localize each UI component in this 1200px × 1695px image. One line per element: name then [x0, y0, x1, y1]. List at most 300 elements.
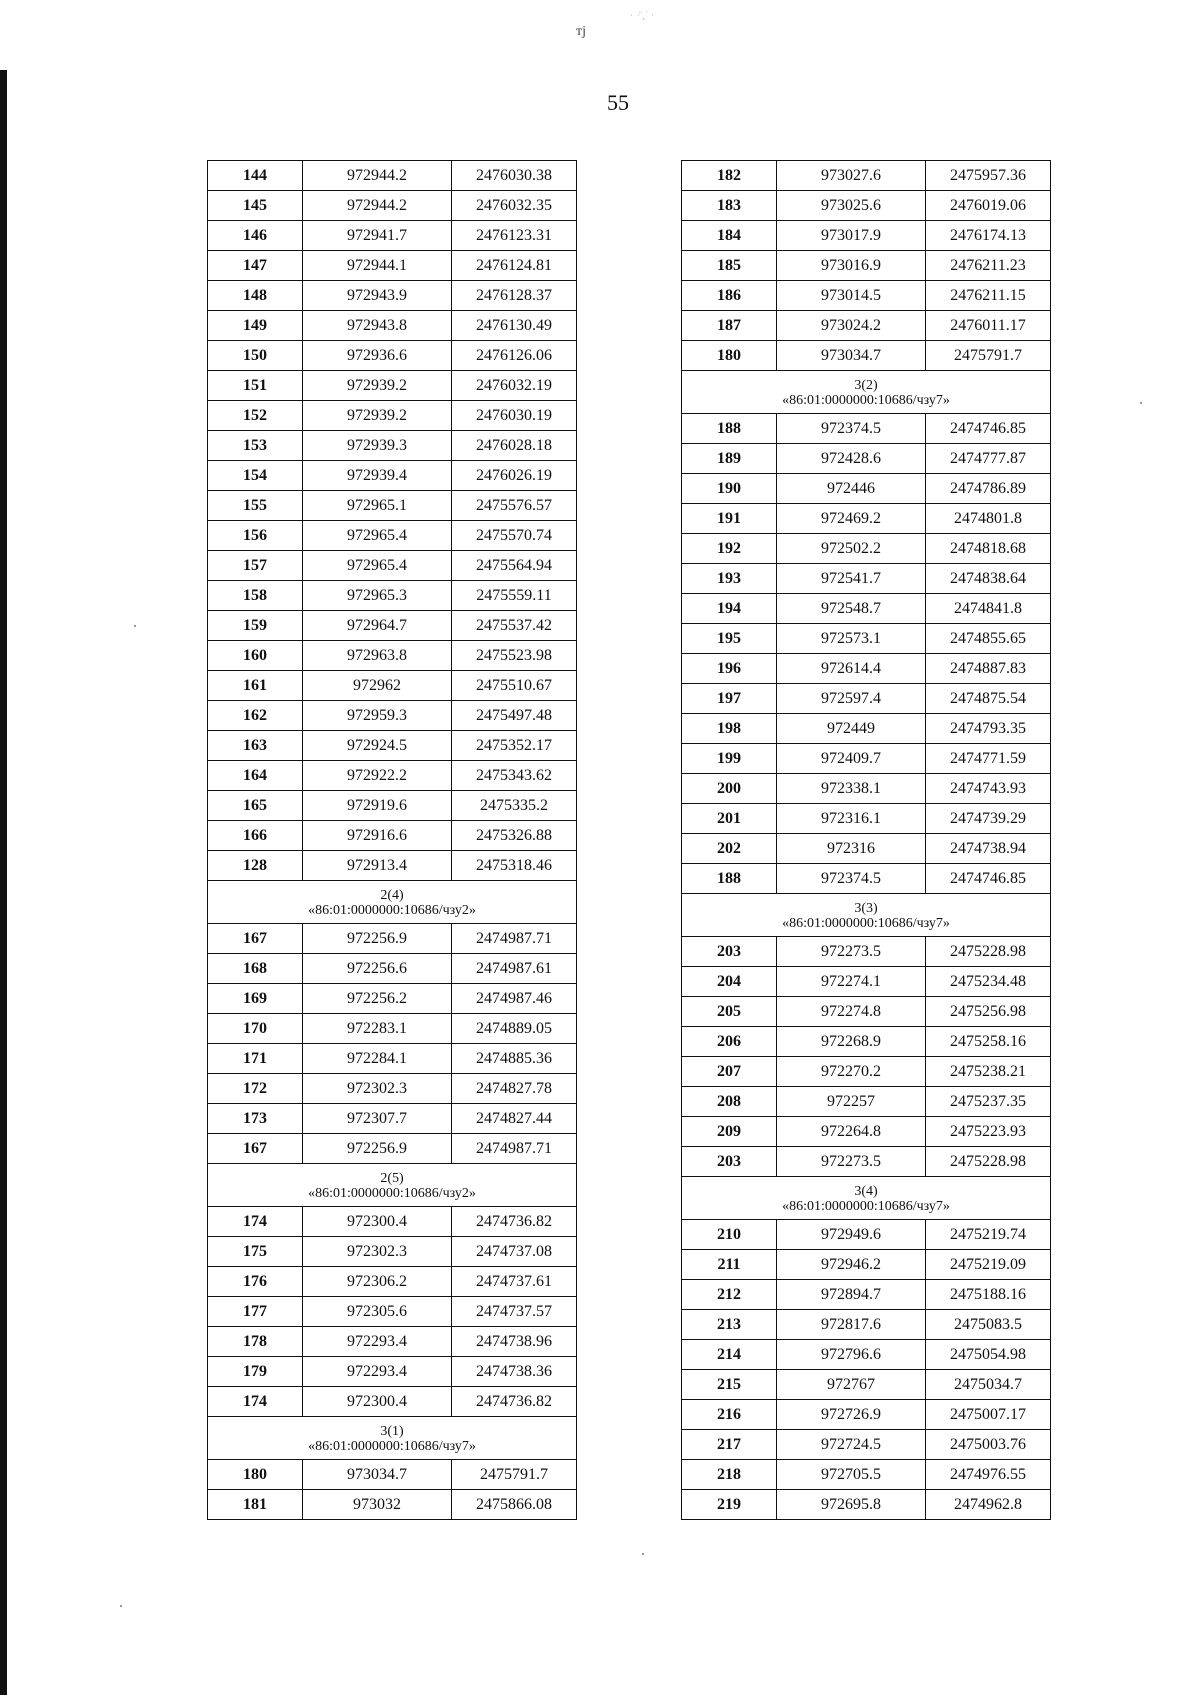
- point-number: 176: [208, 1267, 303, 1297]
- point-number: 211: [682, 1250, 777, 1280]
- point-number: 152: [208, 401, 303, 431]
- x-coordinate: 973016.9: [777, 251, 926, 281]
- y-coordinate: 2474746.85: [926, 864, 1051, 894]
- y-coordinate: 2476130.49: [452, 311, 577, 341]
- y-coordinate: 2475318.46: [452, 851, 577, 881]
- y-coordinate: 2476174.13: [926, 221, 1051, 251]
- x-coordinate: 972943.8: [303, 311, 452, 341]
- x-coordinate: 972338.1: [777, 774, 926, 804]
- point-number: 147: [208, 251, 303, 281]
- x-coordinate: 972502.2: [777, 534, 926, 564]
- y-coordinate: 2476011.17: [926, 311, 1051, 341]
- table-row: [682, 444, 1051, 474]
- table-row: [682, 1087, 1051, 1117]
- y-coordinate: 2476124.81: [452, 251, 577, 281]
- point-number: 164: [208, 761, 303, 791]
- section-header-row: [682, 371, 1051, 414]
- point-number: 170: [208, 1014, 303, 1044]
- point-number: 159: [208, 611, 303, 641]
- table-row: [208, 1237, 577, 1267]
- section-code: «86:01:0000000:10686/чзу7»: [308, 1439, 476, 1454]
- y-coordinate: 2474737.57: [452, 1297, 577, 1327]
- table-row: [682, 281, 1051, 311]
- table-row: [208, 491, 577, 521]
- point-number: 182: [682, 161, 777, 191]
- y-coordinate: 2475223.93: [926, 1117, 1051, 1147]
- y-coordinate: 2476030.38: [452, 161, 577, 191]
- x-coordinate: 972597.4: [777, 684, 926, 714]
- table-row: [682, 414, 1051, 444]
- table-row: [208, 611, 577, 641]
- x-coordinate: 972374.5: [777, 414, 926, 444]
- table-row: [208, 161, 577, 191]
- y-coordinate: 2476032.19: [452, 371, 577, 401]
- x-coordinate: 972767: [777, 1370, 926, 1400]
- point-number: 153: [208, 431, 303, 461]
- point-number: 151: [208, 371, 303, 401]
- point-number: 177: [208, 1297, 303, 1327]
- y-coordinate: 2474793.35: [926, 714, 1051, 744]
- y-coordinate: 2475228.98: [926, 937, 1051, 967]
- x-coordinate: 972573.1: [777, 624, 926, 654]
- point-number: 149: [208, 311, 303, 341]
- point-number: 183: [682, 191, 777, 221]
- point-number: 189: [682, 444, 777, 474]
- y-coordinate: 2475576.57: [452, 491, 577, 521]
- table-row: [682, 997, 1051, 1027]
- point-number: 203: [682, 1147, 777, 1177]
- table-row: [208, 1267, 577, 1297]
- table-row: [682, 504, 1051, 534]
- point-number: 165: [208, 791, 303, 821]
- x-coordinate: 972302.3: [303, 1074, 452, 1104]
- x-coordinate: 972963.8: [303, 641, 452, 671]
- y-coordinate: 2475237.35: [926, 1087, 1051, 1117]
- table-row: [208, 984, 577, 1014]
- table-row: [208, 1044, 577, 1074]
- x-coordinate: 972817.6: [777, 1310, 926, 1340]
- y-coordinate: 2475352.17: [452, 731, 577, 761]
- scan-speck: [120, 1605, 122, 1607]
- y-coordinate: 2474739.29: [926, 804, 1051, 834]
- table-row: [208, 1387, 577, 1417]
- x-coordinate: 972965.4: [303, 551, 452, 581]
- table-row: [208, 251, 577, 281]
- y-coordinate: 2476126.06: [452, 341, 577, 371]
- x-coordinate: 972305.6: [303, 1297, 452, 1327]
- y-coordinate: 2474738.96: [452, 1327, 577, 1357]
- table-row: [682, 1057, 1051, 1087]
- y-coordinate: 2475188.16: [926, 1280, 1051, 1310]
- point-number: 204: [682, 967, 777, 997]
- x-coordinate: 972946.2: [777, 1250, 926, 1280]
- table-row: [208, 1327, 577, 1357]
- table-row: [682, 341, 1051, 371]
- y-coordinate: 2474987.71: [452, 924, 577, 954]
- x-coordinate: 972293.4: [303, 1327, 452, 1357]
- x-coordinate: 972446: [777, 474, 926, 504]
- table-row: [208, 641, 577, 671]
- y-coordinate: 2474737.08: [452, 1237, 577, 1267]
- table-row: [208, 281, 577, 311]
- y-coordinate: 2475007.17: [926, 1400, 1051, 1430]
- table-row: [208, 1104, 577, 1134]
- table-row: [208, 1014, 577, 1044]
- x-coordinate: 973025.6: [777, 191, 926, 221]
- point-number: 148: [208, 281, 303, 311]
- x-coordinate: 972939.3: [303, 431, 452, 461]
- point-number: 219: [682, 1490, 777, 1520]
- y-coordinate: 2474889.05: [452, 1014, 577, 1044]
- y-coordinate: 2475343.62: [452, 761, 577, 791]
- x-coordinate: 972302.3: [303, 1237, 452, 1267]
- point-number: 166: [208, 821, 303, 851]
- point-number: 199: [682, 744, 777, 774]
- section-header: [208, 881, 577, 924]
- y-coordinate: 2474885.36: [452, 1044, 577, 1074]
- section-code: «86:01:0000000:10686/чзу2»: [308, 1186, 476, 1201]
- x-coordinate: 972316: [777, 834, 926, 864]
- x-coordinate: 972705.5: [777, 1460, 926, 1490]
- y-coordinate: 2474887.83: [926, 654, 1051, 684]
- section-header-row: [208, 1417, 577, 1460]
- x-coordinate: 972283.1: [303, 1014, 452, 1044]
- point-number: 188: [682, 414, 777, 444]
- table-row: [682, 684, 1051, 714]
- y-coordinate: 2476019.06: [926, 191, 1051, 221]
- x-coordinate: 973024.2: [777, 311, 926, 341]
- y-coordinate: 2474746.85: [926, 414, 1051, 444]
- y-coordinate: 2474737.61: [452, 1267, 577, 1297]
- x-coordinate: 972936.6: [303, 341, 452, 371]
- point-number: 168: [208, 954, 303, 984]
- section-header-row: [208, 1164, 577, 1207]
- scan-speck: [642, 1553, 644, 1555]
- point-number: 194: [682, 594, 777, 624]
- y-coordinate: 2475791.7: [926, 341, 1051, 371]
- x-coordinate: 972913.4: [303, 851, 452, 881]
- x-coordinate: 972256.2: [303, 984, 452, 1014]
- x-coordinate: 973017.9: [777, 221, 926, 251]
- y-coordinate: 2475564.94: [452, 551, 577, 581]
- x-coordinate: 973034.7: [777, 341, 926, 371]
- y-coordinate: 2475258.16: [926, 1027, 1051, 1057]
- point-number: 197: [682, 684, 777, 714]
- x-coordinate: 972724.5: [777, 1430, 926, 1460]
- point-number: 192: [682, 534, 777, 564]
- section-title: 3(4): [854, 1184, 878, 1199]
- table-row: [208, 311, 577, 341]
- table-row: [208, 954, 577, 984]
- point-number: 213: [682, 1310, 777, 1340]
- point-number: 157: [208, 551, 303, 581]
- point-number: 212: [682, 1280, 777, 1310]
- point-number: 167: [208, 924, 303, 954]
- point-number: 173: [208, 1104, 303, 1134]
- table-row: [208, 671, 577, 701]
- y-coordinate: 2475256.98: [926, 997, 1051, 1027]
- x-coordinate: 972548.7: [777, 594, 926, 624]
- table-row: [682, 191, 1051, 221]
- y-coordinate: 2474771.59: [926, 744, 1051, 774]
- y-coordinate: 2474738.94: [926, 834, 1051, 864]
- x-coordinate: 972939.2: [303, 371, 452, 401]
- table-row: [682, 774, 1051, 804]
- coordinates-table-left: [207, 160, 577, 1520]
- section-header-row: [208, 881, 577, 924]
- point-number: 158: [208, 581, 303, 611]
- section-code: «86:01:0000000:10686/чзу7»: [782, 1199, 950, 1214]
- point-number: 202: [682, 834, 777, 864]
- y-coordinate: 2474987.61: [452, 954, 577, 984]
- section-title: 3(1): [380, 1424, 404, 1439]
- x-coordinate: 972256.9: [303, 924, 452, 954]
- y-coordinate: 2476030.19: [452, 401, 577, 431]
- x-coordinate: 972449: [777, 714, 926, 744]
- x-coordinate: 972270.2: [777, 1057, 926, 1087]
- table-row: [208, 521, 577, 551]
- x-coordinate: 972273.5: [777, 937, 926, 967]
- x-coordinate: 972469.2: [777, 504, 926, 534]
- y-coordinate: 2474841.8: [926, 594, 1051, 624]
- y-coordinate: 2474875.54: [926, 684, 1051, 714]
- table-row: [682, 1147, 1051, 1177]
- table-row: [682, 834, 1051, 864]
- x-coordinate: 972307.7: [303, 1104, 452, 1134]
- table-row: [208, 924, 577, 954]
- table-row: [682, 1340, 1051, 1370]
- point-number: 198: [682, 714, 777, 744]
- table-row: [208, 1207, 577, 1237]
- scan-left-edge: [0, 70, 7, 1695]
- table-row: [682, 161, 1051, 191]
- x-coordinate: 972273.5: [777, 1147, 926, 1177]
- section-code: «86:01:0000000:10686/чзу7»: [782, 393, 950, 408]
- table-row: [208, 221, 577, 251]
- y-coordinate: 2475523.98: [452, 641, 577, 671]
- y-coordinate: 2476028.18: [452, 431, 577, 461]
- point-number: 167: [208, 1134, 303, 1164]
- table-row: [682, 221, 1051, 251]
- table-row: [682, 1280, 1051, 1310]
- table-row: [208, 1297, 577, 1327]
- point-number: 155: [208, 491, 303, 521]
- table-row: [682, 624, 1051, 654]
- x-coordinate: 972949.6: [777, 1220, 926, 1250]
- x-coordinate: 972944.1: [303, 251, 452, 281]
- point-number: 128: [208, 851, 303, 881]
- y-coordinate: 2474801.8: [926, 504, 1051, 534]
- x-coordinate: 972916.6: [303, 821, 452, 851]
- x-coordinate: 972306.2: [303, 1267, 452, 1297]
- x-coordinate: 972941.7: [303, 221, 452, 251]
- x-coordinate: 972944.2: [303, 161, 452, 191]
- y-coordinate: 2475219.09: [926, 1250, 1051, 1280]
- table-row: [208, 821, 577, 851]
- section-header: [208, 1164, 577, 1207]
- x-coordinate: 972943.9: [303, 281, 452, 311]
- point-number: 180: [682, 341, 777, 371]
- point-number: 161: [208, 671, 303, 701]
- y-coordinate: 2475219.74: [926, 1220, 1051, 1250]
- table-row: [208, 1357, 577, 1387]
- y-coordinate: 2474743.93: [926, 774, 1051, 804]
- point-number: 174: [208, 1207, 303, 1237]
- y-coordinate: 2475335.2: [452, 791, 577, 821]
- y-coordinate: 2474827.44: [452, 1104, 577, 1134]
- table-row: [682, 594, 1051, 624]
- table-row: [682, 1370, 1051, 1400]
- y-coordinate: 2476032.35: [452, 191, 577, 221]
- point-number: 200: [682, 774, 777, 804]
- point-number: 171: [208, 1044, 303, 1074]
- x-coordinate: 972300.4: [303, 1207, 452, 1237]
- point-number: 209: [682, 1117, 777, 1147]
- x-coordinate: 972614.4: [777, 654, 926, 684]
- y-coordinate: 2476211.23: [926, 251, 1051, 281]
- section-title: 2(5): [380, 1171, 404, 1186]
- point-number: 162: [208, 701, 303, 731]
- x-coordinate: 972256.6: [303, 954, 452, 984]
- y-coordinate: 2474736.82: [452, 1207, 577, 1237]
- table-row: [208, 1460, 577, 1490]
- y-coordinate: 2475866.08: [452, 1490, 577, 1520]
- table-row: [682, 534, 1051, 564]
- point-number: 160: [208, 641, 303, 671]
- table-row: [208, 761, 577, 791]
- x-coordinate: 972726.9: [777, 1400, 926, 1430]
- y-coordinate: 2474838.64: [926, 564, 1051, 594]
- table-row: [682, 564, 1051, 594]
- x-coordinate: 972959.3: [303, 701, 452, 731]
- scan-speck: [134, 625, 136, 627]
- table-row: [682, 1400, 1051, 1430]
- point-number: 214: [682, 1340, 777, 1370]
- point-number: 179: [208, 1357, 303, 1387]
- table-row: [682, 744, 1051, 774]
- x-coordinate: 972695.8: [777, 1490, 926, 1520]
- point-number: 180: [208, 1460, 303, 1490]
- y-coordinate: 2475570.74: [452, 521, 577, 551]
- table-row: [208, 1490, 577, 1520]
- table-row: [682, 311, 1051, 341]
- point-number: 216: [682, 1400, 777, 1430]
- y-coordinate: 2475537.42: [452, 611, 577, 641]
- point-number: 217: [682, 1430, 777, 1460]
- point-number: 218: [682, 1460, 777, 1490]
- y-coordinate: 2476211.15: [926, 281, 1051, 311]
- x-coordinate: 973032: [303, 1490, 452, 1520]
- point-number: 210: [682, 1220, 777, 1250]
- y-coordinate: 2474976.55: [926, 1460, 1051, 1490]
- point-number: 188: [682, 864, 777, 894]
- y-coordinate: 2475238.21: [926, 1057, 1051, 1087]
- y-coordinate: 2475083.5: [926, 1310, 1051, 1340]
- x-coordinate: 973027.6: [777, 161, 926, 191]
- table-row: [208, 791, 577, 821]
- table-row: [682, 937, 1051, 967]
- y-coordinate: 2475034.7: [926, 1370, 1051, 1400]
- section-code: «86:01:0000000:10686/чзу7»: [782, 916, 950, 931]
- table-row: [682, 864, 1051, 894]
- section-header: [682, 1177, 1051, 1220]
- x-coordinate: 972962: [303, 671, 452, 701]
- y-coordinate: 2475791.7: [452, 1460, 577, 1490]
- x-coordinate: 972939.2: [303, 401, 452, 431]
- point-number: 191: [682, 504, 777, 534]
- section-header: [682, 894, 1051, 937]
- coordinates-table-right: [681, 160, 1051, 1520]
- x-coordinate: 972316.1: [777, 804, 926, 834]
- x-coordinate: 972293.4: [303, 1357, 452, 1387]
- table-row: [682, 474, 1051, 504]
- point-number: 215: [682, 1370, 777, 1400]
- point-number: 206: [682, 1027, 777, 1057]
- table-row: [208, 701, 577, 731]
- x-coordinate: 972965.1: [303, 491, 452, 521]
- point-number: 178: [208, 1327, 303, 1357]
- table-row: [208, 581, 577, 611]
- table-row: [682, 1430, 1051, 1460]
- x-coordinate: 972264.8: [777, 1117, 926, 1147]
- point-number: 190: [682, 474, 777, 504]
- table-row: [208, 551, 577, 581]
- y-coordinate: 2474855.65: [926, 624, 1051, 654]
- point-number: 205: [682, 997, 777, 1027]
- point-number: 187: [682, 311, 777, 341]
- point-number: 154: [208, 461, 303, 491]
- table-row: [208, 1134, 577, 1164]
- point-number: 172: [208, 1074, 303, 1104]
- y-coordinate: 2475497.48: [452, 701, 577, 731]
- point-number: 193: [682, 564, 777, 594]
- point-number: 186: [682, 281, 777, 311]
- point-number: 196: [682, 654, 777, 684]
- x-coordinate: 972274.8: [777, 997, 926, 1027]
- y-coordinate: 2475957.36: [926, 161, 1051, 191]
- table-row: [682, 1310, 1051, 1340]
- section-title: 3(3): [854, 901, 878, 916]
- table-row: [208, 401, 577, 431]
- x-coordinate: 972965.4: [303, 521, 452, 551]
- section-header-row: [682, 1177, 1051, 1220]
- y-coordinate: 2474818.68: [926, 534, 1051, 564]
- y-coordinate: 2474738.36: [452, 1357, 577, 1387]
- y-coordinate: 2476123.31: [452, 221, 577, 251]
- x-coordinate: 972284.1: [303, 1044, 452, 1074]
- table-row: [682, 1250, 1051, 1280]
- y-coordinate: 2474987.46: [452, 984, 577, 1014]
- y-coordinate: 2475559.11: [452, 581, 577, 611]
- table-row: [208, 191, 577, 221]
- table-row: [208, 851, 577, 881]
- point-number: 146: [208, 221, 303, 251]
- section-header: [208, 1417, 577, 1460]
- y-coordinate: 2475054.98: [926, 1340, 1051, 1370]
- point-number: 175: [208, 1237, 303, 1267]
- point-number: 156: [208, 521, 303, 551]
- scan-mark: тј: [576, 24, 587, 39]
- point-number: 181: [208, 1490, 303, 1520]
- x-coordinate: 972894.7: [777, 1280, 926, 1310]
- y-coordinate: 2475228.98: [926, 1147, 1051, 1177]
- x-coordinate: 972939.4: [303, 461, 452, 491]
- x-coordinate: 972268.9: [777, 1027, 926, 1057]
- point-number: 169: [208, 984, 303, 1014]
- y-coordinate: 2476026.19: [452, 461, 577, 491]
- point-number: 203: [682, 937, 777, 967]
- y-coordinate: 2475510.67: [452, 671, 577, 701]
